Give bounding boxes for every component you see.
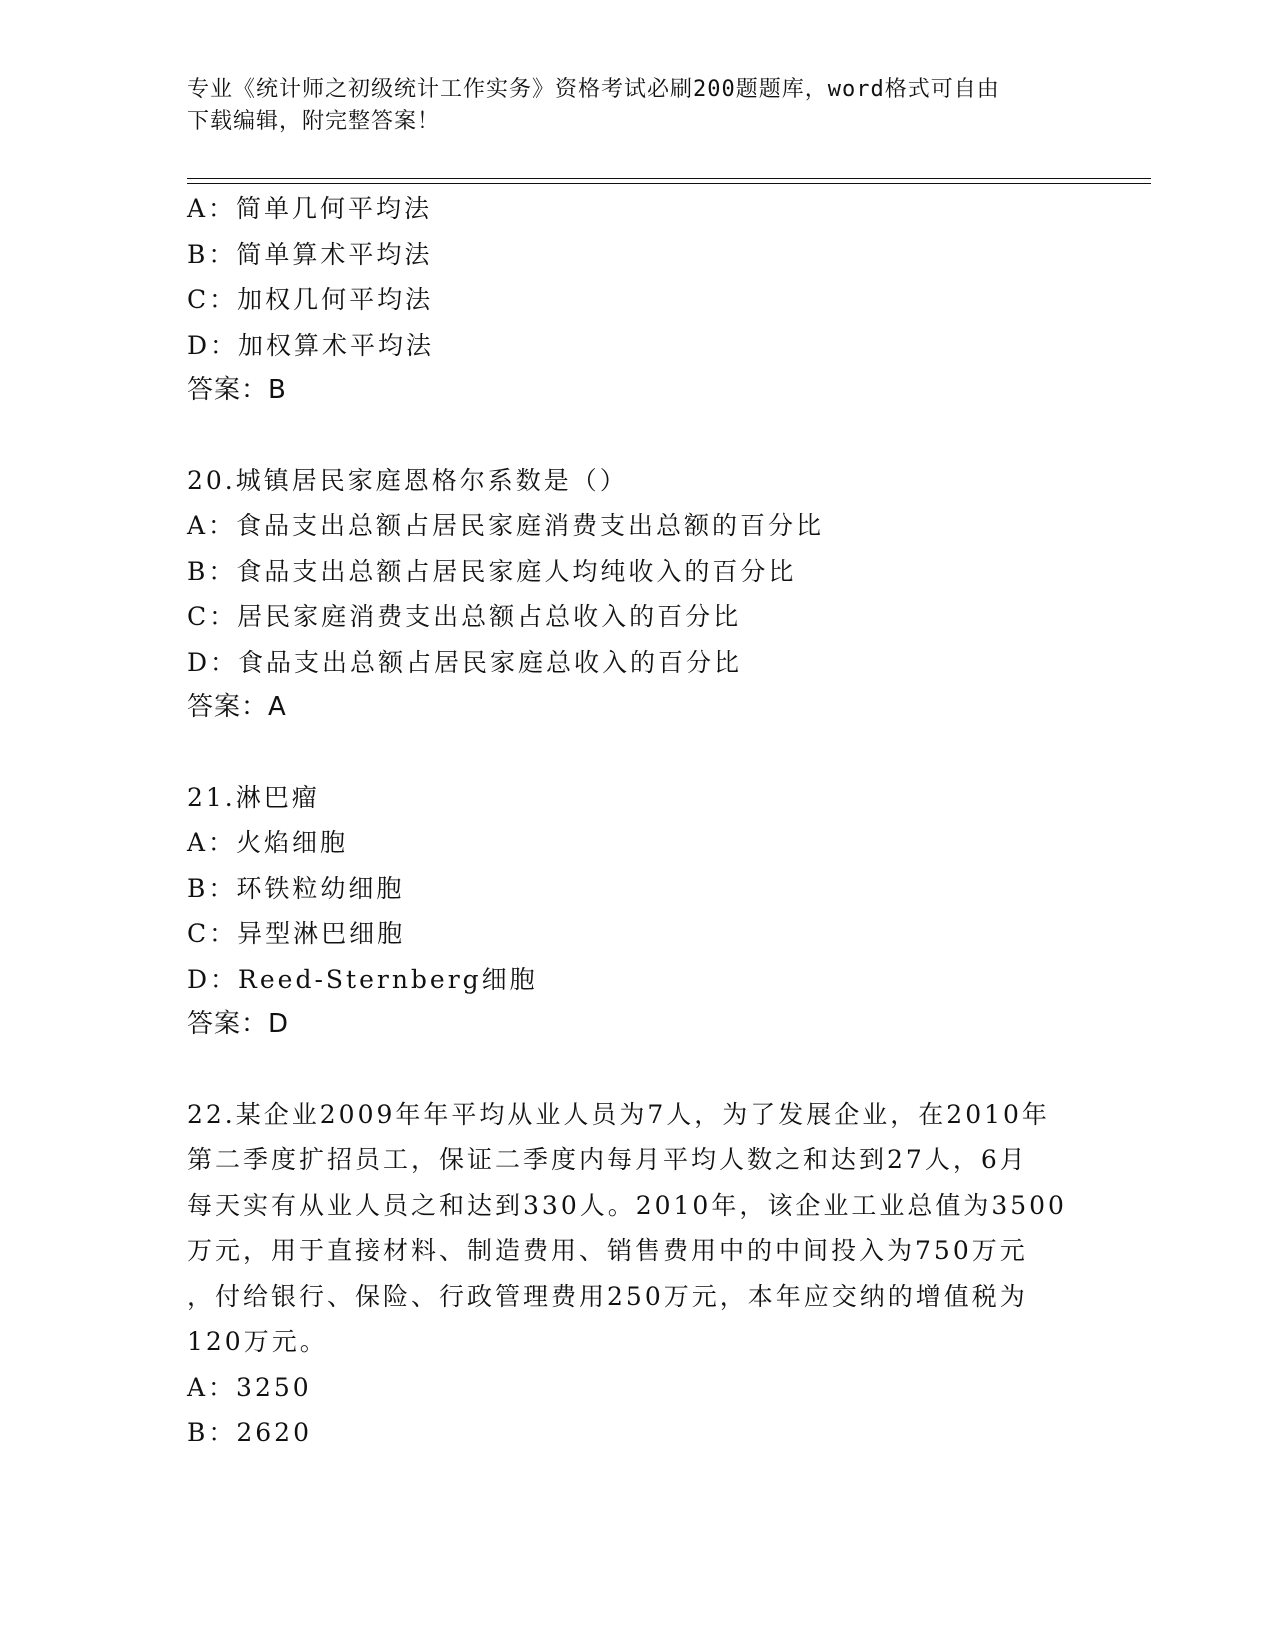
question-stem-line: 每天实有从业人员之和达到330人。2010年，该企业工业总值为3500 <box>187 1190 1067 1220</box>
question-20 <box>187 458 1087 731</box>
spacer <box>187 1048 1087 1092</box>
option-a: A：食品支出总额占居民家庭消费支出总额的百分比 <box>187 511 825 540</box>
option-b: B：食品支出总额占居民家庭人均纯收入的百分比 <box>187 556 797 586</box>
answer: 答案：A <box>187 692 287 722</box>
question-stem-line: 第二季度扩招员工，保证二季度内每月平均人数之和达到27人，6月 <box>187 1145 1028 1174</box>
question-stem: 20.城镇居民家庭恩格尔系数是（） <box>187 465 628 495</box>
option-a: A：3250 <box>187 1372 312 1402</box>
option-b: B：环铁粒幼细胞 <box>187 873 405 903</box>
option-d: D：Reed-Sternberg细胞 <box>187 964 538 994</box>
question-list <box>187 186 1087 1456</box>
question-stem-line: 万元，用于直接材料、制造费用、销售费用中的中间投入为750万元 <box>187 1236 1028 1265</box>
option-c: C：居民家庭消费支出总额占总收入的百分比 <box>187 602 742 631</box>
spacer <box>187 731 1087 775</box>
answer: 答案：B <box>187 375 287 405</box>
option-d: D：食品支出总额占居民家庭总收入的百分比 <box>187 647 743 677</box>
question-21 <box>187 775 1087 1048</box>
header-line-1: 专业《统计师之初级统计工作实务》资格考试必刷200题题库，word格式可自由 <box>187 77 1000 102</box>
option-b: B：简单算术平均法 <box>187 239 433 269</box>
answer: 答案：D <box>187 1009 290 1039</box>
question-stem: 21.淋巴瘤 <box>187 782 320 812</box>
option-a: A：简单几何平均法 <box>187 194 433 223</box>
question-stem-line: 22.某企业2009年年平均从业人员为7人，为了发展企业，在2010年 <box>187 1099 1050 1129</box>
option-c: C：异型淋巴细胞 <box>187 919 406 948</box>
document-header <box>187 74 1067 138</box>
option-b: B：2620 <box>187 1418 312 1447</box>
question-stem-line: ，付给银行、保险、行政管理费用250万元，本年应交纳的增值税为 <box>187 1281 1028 1311</box>
header-rule-bottom <box>187 183 1151 184</box>
question-19 <box>187 186 1087 414</box>
question-22 <box>187 1092 1087 1456</box>
option-c: C：加权几何平均法 <box>187 285 434 314</box>
option-a: A：火焰细胞 <box>187 828 349 857</box>
option-d: D：加权算术平均法 <box>187 330 435 360</box>
header-line-2: 下载编辑，附完整答案！ <box>187 109 441 134</box>
spacer <box>187 414 1087 458</box>
header-rule-top <box>187 178 1151 179</box>
question-stem-line: 120万元。 <box>187 1327 328 1356</box>
